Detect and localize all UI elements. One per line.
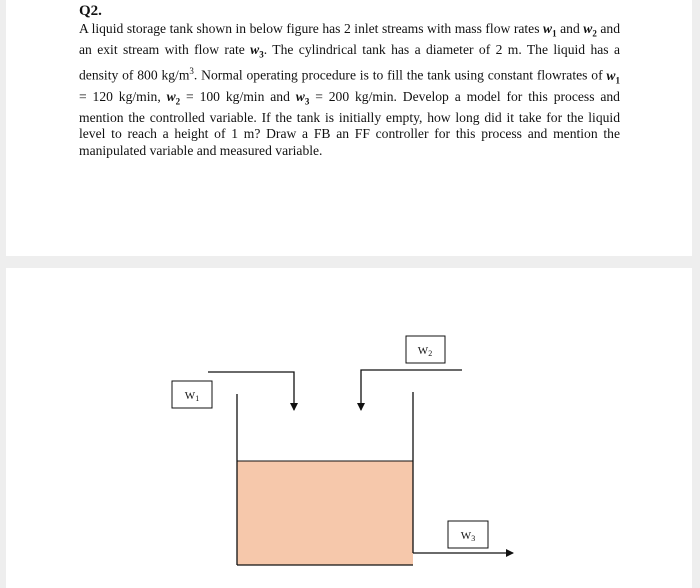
flow-variable: $w_3$ — [250, 42, 264, 60]
question-text — [79, 21, 620, 159]
flow-variable: $w_3$ — [295, 88, 310, 107]
question-text-run: and — [556, 21, 584, 36]
w2-inlet-pipe — [361, 370, 462, 410]
flow-variable: $w_1$ — [606, 67, 620, 86]
question-text-run: = 120 kg/min, — [79, 88, 167, 104]
flow-variable: $w_2$ — [166, 88, 181, 107]
question-text-run: = 200 kg/min. Develop a model for this process and mention the controlled variable. If the tank is initially empty, how long did it take for the liquid level to reach a height of 1 m? Draw a FB an FF controller for this process and mention the manipulated variable and measured variable. — [79, 88, 620, 158]
question-label: Q2. — [79, 3, 102, 19]
question-text-run: = 100 kg/min and — [180, 88, 296, 104]
w3-label: W3 — [460, 530, 476, 543]
question-text-run: . Normal operating procedure is to fill the tank using constant flowrates of — [193, 67, 607, 83]
w2-label: W2 — [417, 345, 433, 358]
question-text-run: . The cylindrical tank has a diameter of 2 m. The liquid has a density of 800 kg/m — [79, 42, 621, 83]
tank-liquid — [237, 461, 413, 565]
question-text-run: A liquid storage tank shown in below figure has 2 inlet streams with mass flow rates — [79, 21, 544, 36]
tank-diagram — [0, 268, 700, 588]
superscript: 3 — [189, 66, 194, 77]
flow-variable: $w_2$ — [583, 21, 597, 39]
w1-label: W1 — [184, 390, 200, 403]
w1-inlet-pipe — [208, 372, 294, 410]
question-text-run: and an exit stream with flow rate — [79, 21, 620, 58]
flow-variable: $w_1$ — [543, 21, 557, 39]
